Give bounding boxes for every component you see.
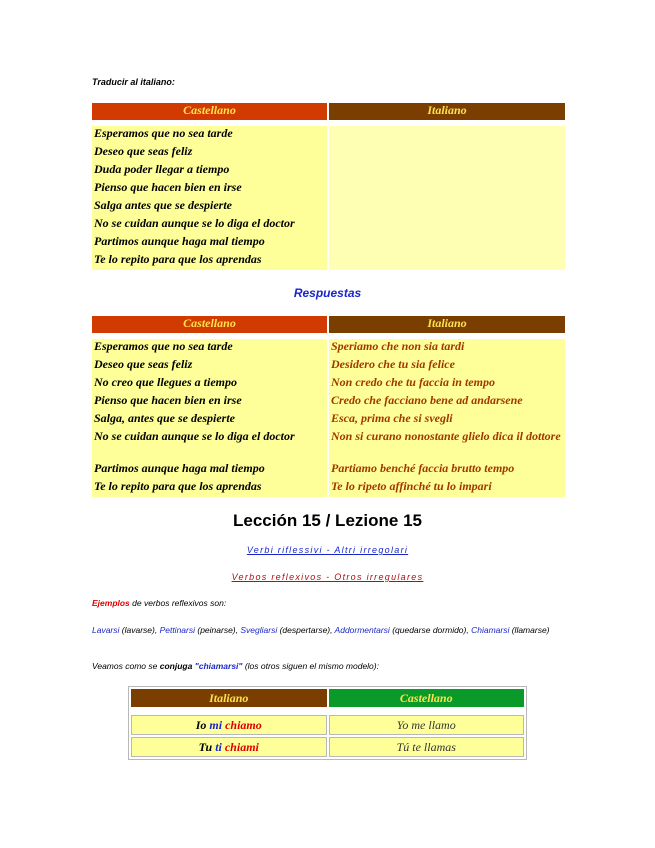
veamos-verb: "chiamarsi" (194, 661, 243, 671)
lesson-title: Lección 15 / Lezione 15 (233, 511, 422, 530)
conj-it-cell (131, 715, 327, 735)
conjugation-intro (92, 661, 379, 671)
link-italian[interactable]: Verbi riflessivi - Altri irregolari (246, 545, 409, 555)
conj-subject: Tu (198, 739, 213, 754)
verb-es: (peinarse), (195, 625, 241, 635)
answer-es: Pienso que hacen bien en irse (92, 393, 327, 411)
answers-header-es: Castellano (92, 316, 327, 333)
answer-it: Non credo che tu faccia in tempo (329, 375, 565, 393)
exercise-cell: Partimos aunque haga mal tiempo (92, 234, 327, 252)
verb-it: Chiamarsi (471, 625, 510, 635)
verb-es: (lavarse), (119, 625, 160, 635)
exercise-cell: Duda poder llegar a tiempo (92, 162, 327, 180)
answer-es: Salga, antes que se despierte (92, 411, 327, 429)
answer-blank[interactable] (329, 234, 565, 252)
exercise-cell: Esperamos que no sea tarde (92, 126, 327, 144)
conj-verb: chiamo (225, 717, 262, 732)
verb-it: Svegliarsi (240, 625, 278, 635)
verb-es: (quedarse dormido), (389, 625, 472, 635)
answer-blank[interactable] (329, 252, 565, 270)
examples-line (92, 598, 226, 608)
answer-es: Te lo repito para que los aprendas (92, 479, 327, 497)
answer-it: Non si curano nonostante glielo dica il dottore (329, 429, 565, 461)
exercise-cell: Pienso que hacen bien en irse (92, 180, 327, 198)
veamos-d: (los otros siguen el mismo modelo): (242, 661, 379, 671)
conjugation-table (128, 686, 527, 760)
answer-es: No se cuidan aunque se lo diga el doctor (92, 429, 327, 461)
exercise-cell: No se cuidan aunque se lo diga el doctor (92, 216, 327, 234)
answer-it: Credo che facciano bene ad andarsene (329, 393, 565, 411)
verb-es: (despertarse), (277, 625, 335, 635)
answers-table (90, 316, 567, 497)
verb-it: Lavarsi (92, 625, 120, 635)
veamos-a: Veamos como se (92, 661, 160, 671)
answer-es: No creo que llegues a tiempo (92, 375, 327, 393)
answer-it: Speriamo che non sia tardi (329, 339, 565, 357)
conj-header-es: Castellano (329, 689, 525, 707)
answer-blank[interactable] (329, 216, 565, 234)
examples-rest: de verbos reflexivos son: (129, 598, 227, 608)
conj-pronoun: ti (215, 739, 222, 754)
exercise-cell: Deseo que seas feliz (92, 144, 327, 162)
veamos-b: conjuga (159, 661, 193, 671)
exercise-header-it: Italiano (329, 103, 565, 120)
conj-verb: chiami (224, 739, 259, 754)
examples-lead: Ejemplos (92, 598, 130, 608)
conj-header-it: Italiano (131, 689, 327, 707)
exercise-cell: Te lo repito para que los aprendas (92, 252, 327, 270)
answer-it: Desidero che tu sia felice (329, 357, 565, 375)
answer-es: Partimos aunque haga mal tiempo (92, 461, 327, 479)
instruction-text: Traducir al italiano: (92, 77, 175, 87)
conj-subject: Io (195, 717, 207, 732)
verb-list (92, 625, 552, 636)
verb-es: (llamarse) (509, 625, 550, 635)
verb-it: Pettinarsi (159, 625, 195, 635)
link-spanish[interactable]: Verbos reflexivos - Otros irregulares (231, 572, 424, 582)
conj-pronoun: mi (209, 717, 223, 732)
answer-blank[interactable] (329, 144, 565, 162)
answer-es: Deseo que seas feliz (92, 357, 327, 375)
conj-es-cell: Tú te llamas (329, 737, 525, 757)
conj-it-cell (131, 737, 327, 757)
exercise-header-es: Castellano (92, 103, 327, 120)
verb-it: Addormentarsi (334, 625, 390, 635)
answer-it: Partiamo benché faccia brutto tempo (329, 461, 565, 479)
answer-es: Esperamos que no sea tarde (92, 339, 327, 357)
answer-it: Esca, prima che si svegli (329, 411, 565, 429)
exercise-cell: Salga antes que se despierte (92, 198, 327, 216)
answer-blank[interactable] (329, 198, 565, 216)
conj-es-cell: Yo me llamo (329, 715, 525, 735)
answer-it: Te lo ripeto affinché tu lo impari (329, 479, 565, 497)
answer-blank[interactable] (329, 126, 565, 144)
answer-blank[interactable] (329, 162, 565, 180)
exercise-table (90, 103, 567, 270)
answers-title: Respuestas (293, 286, 362, 300)
answer-blank[interactable] (329, 180, 565, 198)
answers-header-it: Italiano (329, 316, 565, 333)
